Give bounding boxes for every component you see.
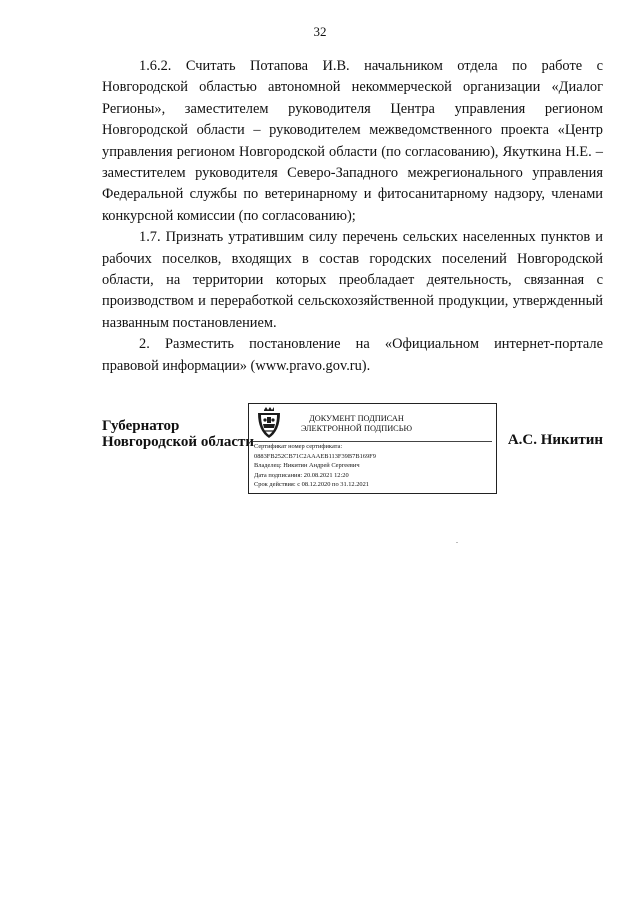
stamp-details: [254, 442, 493, 490]
stamp-heading-line2: ЭЛЕКТРОННОЙ ПОДПИСЬЮ: [300, 424, 413, 433]
certificate-number: 0883FB252CB71C2AAAEB113F39B7B169F9: [254, 452, 376, 460]
signer-name: А.С. Никитин: [507, 432, 603, 448]
signer-region: Новгородской области: [102, 434, 255, 450]
paragraph-2: 2. Разместить постановление на «Официальном интернет-портале правовой информации» (www.pravo.gov.ru).: [102, 336, 603, 374]
signer-title: [102, 418, 254, 450]
coat-of-arms-icon: [255, 407, 283, 440]
signer-position: Губернатор: [102, 418, 180, 434]
stamp-heading: [289, 414, 424, 434]
signature-block: [102, 399, 603, 499]
certificate-validity: Срок действия: с 08.12.2020 по 31.12.2021: [254, 481, 370, 489]
scan-artifact: [456, 542, 458, 543]
electronic-signature-stamp: [248, 403, 497, 494]
document-body: [102, 56, 603, 377]
paragraph-1-6-2: 1.6.2. Считать Потапова И.В. начальником отдела по работе с Новгородской областью автономной некоммерческой организации «Диалог Регионы», заместителем руководителя Центра управления регионом Новгородской области – руководителем межведомственного проекта «Центр управления регионом Новгородской области (по согласованию), Якуткина Н.Е. – заместителем руководителя Северо-Западного межрегионального управления Федеральной службы по ветеринарному и фитосанитарному надзору, членами конкурсной комиссии (по согласованию);: [102, 58, 603, 224]
certificate-label: Сертификат номер сертификата:: [254, 443, 343, 450]
stamp-heading-line1: ДОКУМЕНТ ПОДПИСАН: [309, 414, 404, 423]
signing-date: Дата подписания: 20.08.2021 12:20: [254, 471, 349, 479]
certificate-owner: Владелец: Никитин Андрей Сергеевич: [254, 462, 360, 470]
paragraph-1-7: 1.7. Признать утратившим силу перечень сельских населенных пунктов и рабочих поселков, входящих в состав городских поселений Новгородской области, на территории которых преобладает деятельность, связанная с производством и переработкой сельскохозяйственной продукции, утвержденный названным постановлением.: [102, 229, 603, 331]
page-number: 32: [313, 24, 327, 39]
